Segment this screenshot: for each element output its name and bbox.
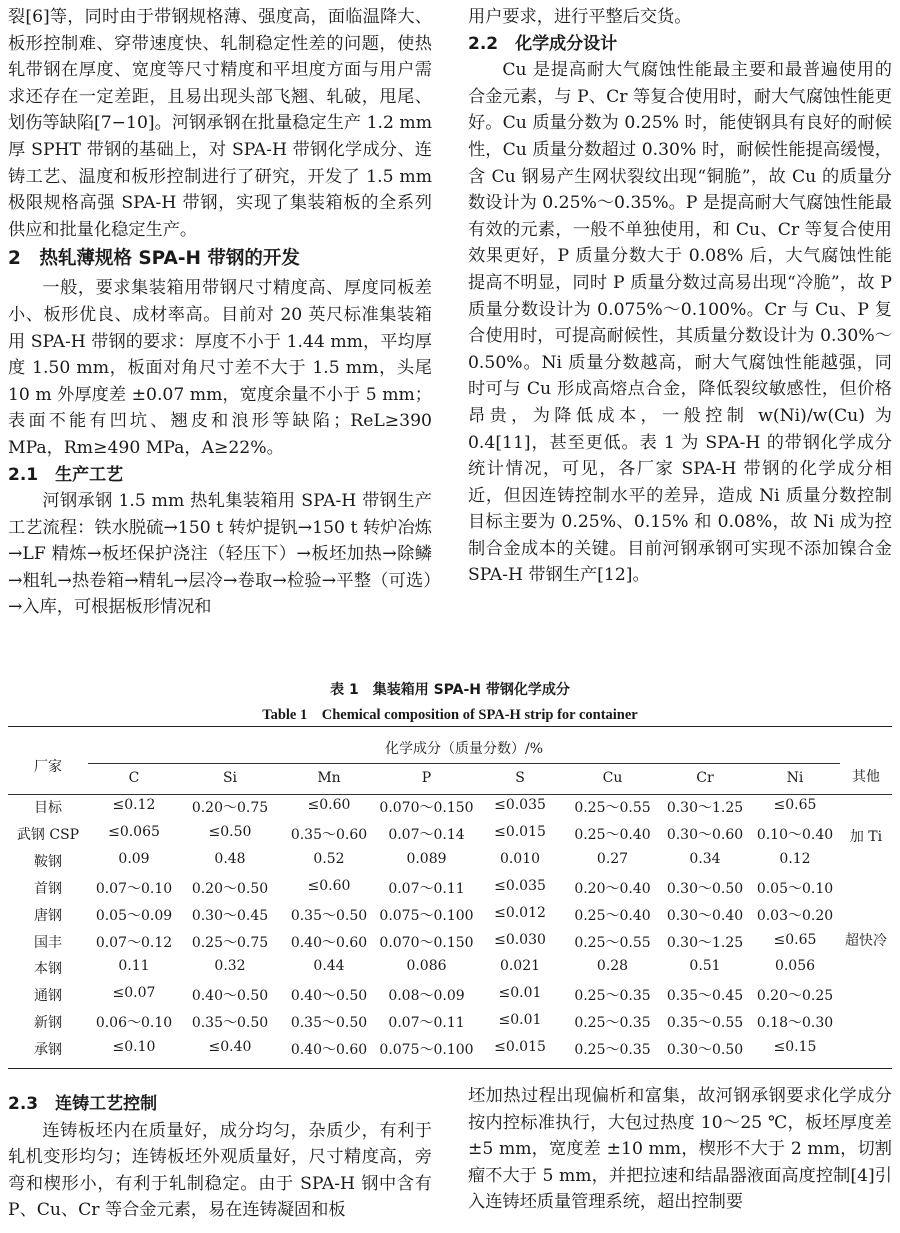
header-element: S	[515, 770, 525, 786]
table-cell: ≤0.065	[108, 823, 160, 840]
table-cell: 0.10～0.40	[756, 826, 834, 843]
table-cell: ≤0.15	[773, 1039, 817, 1056]
table-cell: 0.25～0.40	[574, 826, 651, 843]
table-caption-cn: 表 1 集装箱用 SPA-H 带钢化学成分	[330, 682, 570, 698]
table-cell: 0.30～0.60	[666, 826, 744, 843]
table-cell: 0.08～0.09	[388, 988, 465, 1005]
table-cell: 0.35～0.50	[191, 1015, 269, 1032]
table-rule	[88, 763, 840, 764]
section-heading: 2 热轧薄规格 SPA-H 带钢的开发	[8, 248, 300, 270]
right-column-bottom	[468, 1083, 892, 1216]
table-cell: ≤0.65	[773, 931, 817, 948]
table-cell: 0.35～0.50	[290, 1015, 368, 1032]
table-cell: 0.18～0.30	[756, 1015, 834, 1032]
subsection-heading: 2.2 化学成分设计	[468, 33, 618, 54]
table-cell: 0.05～0.10	[756, 880, 834, 897]
table-cell: ≤0.60	[307, 877, 351, 894]
table-cell: 0.25～0.75	[191, 934, 269, 951]
table-cell: ≤0.030	[494, 931, 546, 948]
row-factory-name: 鞍钢	[34, 853, 62, 870]
row-factory-name: 武钢 CSP	[16, 826, 80, 843]
header-element: Si	[222, 770, 238, 786]
table-cell: ≤0.40	[208, 1039, 252, 1056]
table-cell: 0.20～0.25	[756, 988, 834, 1005]
table-cell: 0.07～0.12	[95, 934, 173, 951]
table-cell: ≤0.01	[498, 1012, 542, 1029]
table-cell: 0.30～0.50	[666, 1042, 744, 1059]
table-cell: 0.021	[499, 958, 541, 975]
table-cell: 0.07～0.11	[388, 880, 465, 897]
table-cell: 0.30～0.50	[666, 880, 744, 897]
table-cell: 0.089	[406, 850, 447, 867]
table-cell: ≤0.01	[498, 985, 542, 1002]
header-factory: 厂家	[34, 759, 62, 775]
table-cell: 0.35～0.45	[666, 988, 744, 1005]
table-cell: ≤0.60	[307, 797, 351, 813]
paragraph: 一般，要求集装箱用带钢尺寸精度高、厚度同板差小、板形优良、成材率高。目前对 20 英尺标准集装箱用 SPA-H 带钢的要求：厚度不小于 1.44 mm，平均厚度 1.50 mm，板面对角尺寸差不大于 1.5 mm，头尾 10 m 外厚度差 ±0.07 mm，宽度余量不小于 5 mm；表面不能有凹坑、翘皮和浪形等缺陷；ReL≥390 MPa，Rm≥490 MPa，A≥22%。	[8, 278, 432, 458]
table-cell: ≤0.10	[112, 1039, 156, 1056]
table-cell: 0.30～0.45	[191, 907, 269, 924]
left-column-top	[8, 4, 432, 621]
table-cell: 0.35～0.55	[666, 1015, 744, 1032]
table-cell: ≤0.65	[773, 797, 817, 813]
table-cell: 0.25～0.40	[574, 907, 651, 924]
table-cell: 0.075～0.100	[379, 1042, 474, 1059]
table-cell: 0.25～0.35	[574, 1015, 651, 1032]
table-cell: 0.09	[118, 850, 150, 867]
row-factory-name: 新钢	[34, 1015, 62, 1032]
paragraph: 河钢承钢 1.5 mm 热轧集装箱用 SPA-H 带钢生产工艺流程：铁水脱硫→150 t 转炉提钒→150 t 转炉冶炼→LF 精炼→板坯保护浇注（轻压下）→板坯加热→除鳞→粗轧→热卷箱→精轧→层冷→卷取→检验→平整（可选）→入库，可根据板形情况和	[8, 491, 432, 618]
table-cell: ≤0.015	[494, 823, 546, 840]
row-factory-name: 首钢	[34, 880, 62, 897]
table-cell: 0.25～0.35	[574, 988, 651, 1005]
table-cell: ≤0.12	[112, 797, 156, 813]
header-element: C	[128, 770, 140, 786]
table-cell: 0.35～0.60	[290, 826, 368, 843]
table-cell: 0.40～0.60	[290, 1042, 368, 1059]
table-rule	[8, 1068, 892, 1069]
table-cell: 0.25～0.35	[574, 1042, 651, 1059]
table-cell: 0.40～0.60	[290, 934, 368, 951]
row-other-note: 加 Ti	[849, 828, 883, 845]
subsection-heading: 2.1 生产工艺	[8, 464, 124, 485]
table-cell: 0.07～0.11	[388, 1015, 465, 1032]
table-cell: 0.06～0.10	[95, 1015, 173, 1032]
row-factory-name: 本钢	[34, 961, 62, 978]
row-factory-name: 目标	[34, 800, 62, 816]
table-cell: 0.52	[313, 850, 345, 867]
row-factory-name: 承钢	[34, 1042, 62, 1059]
header-other: 其他	[852, 769, 880, 785]
paragraph: Cu 是提高耐大气腐蚀性能最主要和最普遍使用的合金元素，与 P、Cr 等复合使用时，耐大气腐蚀性能更好。Cu 质量分数为 0.25% 时，能使钢具有良好的耐候性，Cu 质量分数超过 0.30% 时，耐候性能提高缓慢，含 Cu 钢易产生网状裂纹出现“铜脆”，故 Cu 的质量分数设计为 0.25%～0.35%。P 是提高耐大气腐蚀性能最有效的元素，一般不单独使用，和 Cu、Cr 等复合使用效果更好，P 质量分数大于 0.08% 后，大气腐蚀性能提高不明显，同时 P 质量分数过高易出现“冷脆”，故 P 质量分数设计为 0.075%～0.100%。Cr 与 Cu、P 复合使用时，可提高耐候性，其质量分数设计为 0.30%～0.50%。Ni 质量分数越高，耐大气腐蚀性能越强，同时可与 Cu 形成高熔点合金，降低裂纹敏感性，但价格昂贵，为降低成本，一般控制 w(Ni)/w(Cu) 为 0.4[11]，甚至更低。表 1 为 SPA-H 的带钢化学成分统计情况，可见，各厂家 SPA-H 带钢的化学成分相近，但因连铸控制水平的差异，造成 Ni 质量分数控制目标主要为 0.25%、0.15% 和 0.08%，故 Ni 成为控制合金成本的关键。目前河钢承钢可实现不添加镍合金 SPA-H 带钢生产[12]。	[468, 60, 892, 586]
header-element: Cu	[602, 770, 623, 786]
table-cell: 0.27	[596, 850, 629, 867]
table-cell: 0.20～0.75	[191, 800, 269, 816]
table-cell: 0.05～0.09	[95, 907, 173, 924]
table-cell: 0.30～1.25	[666, 800, 744, 816]
table-cell: 0.34	[689, 850, 721, 867]
table-cell: 0.35～0.50	[290, 907, 368, 924]
table-cell: ≤0.035	[494, 877, 546, 894]
header-element: P	[421, 770, 432, 786]
table-cell: 0.20～0.50	[191, 880, 269, 897]
header-element: Ni	[786, 770, 804, 786]
table-cell: 0.51	[689, 958, 721, 975]
paragraph: 坯加热过程出现偏析和富集，故河钢承钢要求化学成分按内控标准执行，大包过热度 10～25 ℃，板坯厚度差 ±5 mm，宽度差 ±10 mm，楔形不大于 2 mm，切割瘤不大于 5 mm，并把拉速和结晶器液面高度控制[4]引入连铸坯质量管理系统，超出控制要	[468, 1086, 892, 1213]
table-cell: ≤0.035	[494, 797, 546, 813]
subsection-heading: 2.3 连铸工艺控制	[8, 1094, 158, 1114]
table-rule	[8, 794, 892, 795]
row-factory-name: 通钢	[34, 988, 62, 1005]
table-cell: 0.40～0.50	[290, 988, 368, 1005]
row-other-note: 超快冷	[845, 932, 887, 949]
header-group: 化学成分（质量分数）/%	[384, 741, 544, 757]
table-cell: 0.11	[118, 958, 150, 975]
header-element: Mn	[317, 770, 341, 786]
table-cell: 0.010	[499, 850, 541, 867]
paragraph: 裂[6]等，同时由于带钢规格薄、强度高，面临温降大、板形控制难、穿带速度快、轧制稳定性差的问题，使热轧带钢在厚度、宽度等尺寸精度和平坦度方面与用户需求还存在一定差距，且易出现头部飞翘、轧破，甩尾、划伤等缺陷[7−10]。河钢承钢在批量稳定生产 1.2 mm 厚 SPHT 带钢的基础上，对 SPA-H 带钢化学成分、连铸工艺、温度和板形控制进行了研究，开发了 1.5 mm 极限规格高强 SPA-H 带钢，实现了集装箱板的全系列供应和批量化稳定生产。	[8, 7, 432, 240]
right-column-top	[468, 4, 892, 589]
table-cell: 0.07～0.10	[95, 880, 173, 897]
table-cell: ≤0.07	[112, 985, 156, 1002]
table-cell: 0.30～0.40	[666, 907, 744, 924]
table-cell: ≤0.015	[494, 1039, 546, 1056]
table-caption-en: Table 1 Chemical composition of SPA-H strip for container	[262, 707, 638, 723]
table-cell: 0.056	[774, 958, 816, 975]
table-cell: 0.44	[313, 958, 345, 975]
table-cell: 0.28	[596, 958, 629, 975]
row-factory-name: 国丰	[34, 934, 62, 951]
table-cell: 0.25～0.55	[574, 800, 651, 816]
table-cell: 0.075～0.100	[379, 907, 474, 924]
table-rule	[8, 726, 892, 727]
table-cell: 0.12	[779, 850, 811, 867]
table-cell: 0.48	[214, 850, 246, 867]
table-cell: 0.20～0.40	[574, 880, 651, 897]
left-column-bottom	[8, 1091, 432, 1224]
table-cell: 0.07～0.14	[388, 826, 465, 843]
row-factory-name: 唐钢	[34, 907, 62, 924]
table-cell: 0.070～0.150	[379, 800, 474, 816]
table-cell: 0.32	[214, 958, 246, 975]
table-cell: 0.070～0.150	[379, 934, 474, 951]
table-cell: 0.03～0.20	[756, 907, 834, 924]
header-element: Cr	[696, 770, 714, 786]
paragraph: 用户要求，进行平整后交货。	[468, 7, 692, 27]
paragraph: 连铸板坯内在质量好，成分均匀，杂质少，有利于轧机变形均匀；连铸板坯外观质量好，尺寸精度高，旁弯和楔形小，有利于轧制稳定。由于 SPA-H 钢中含有 P、Cu、Cr 等合金元素，易在连铸凝固和板	[8, 1120, 432, 1221]
table-cell: 0.40～0.50	[191, 988, 269, 1005]
table-cell: 0.30～1.25	[666, 934, 744, 951]
table-cell: ≤0.50	[208, 823, 252, 840]
table-cell: 0.086	[406, 958, 447, 975]
table-cell: 0.25～0.55	[574, 934, 651, 951]
table-cell: ≤0.012	[494, 904, 546, 921]
